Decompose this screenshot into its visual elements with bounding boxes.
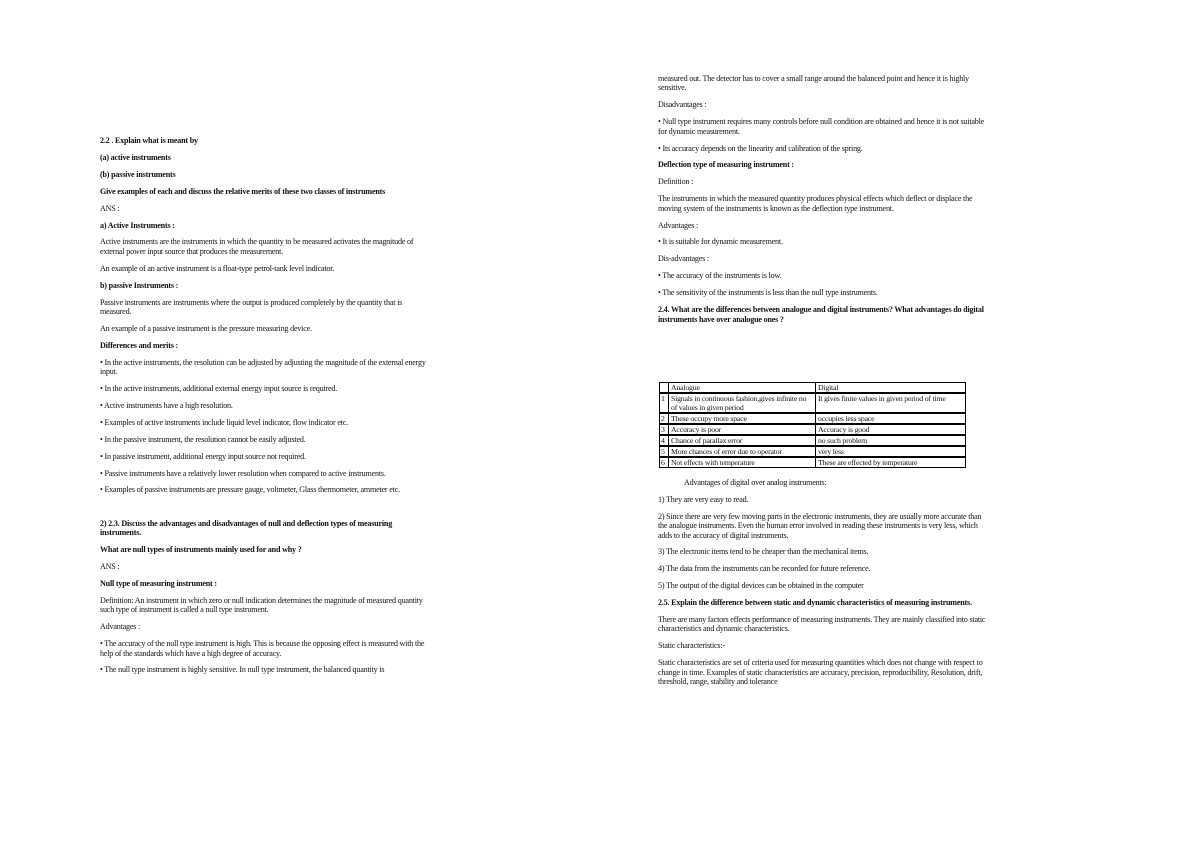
static-characteristics-text: Static characteristics are set of criteria used for measuring quantities which does not change with respect to change in time. Examples of static characteristics are accuracy, precision, reproducibility, Resolution, drift, threshold, range, stability and tolerance [658, 658, 983, 687]
list-item: • In passive instrument, additional energy input source not required. [100, 451, 306, 461]
null-type-definition: Definition: An instrument in which zero or null indication determines the magnitude of measured quantity such type of instrument is called a null type instrument. [100, 595, 423, 615]
table-cell: no such problem [816, 435, 966, 446]
question-2-5-heading: 2.5. Explain the difference between static and dynamic characteristics of measuring instruments. [658, 598, 972, 608]
table-cell: Signals in continuous fashion,gives infinite no of values in given period [669, 393, 816, 413]
right-column [658, 74, 992, 694]
list-item: • It is suitable for dynamic measurement. [658, 237, 783, 247]
differences-heading: Differences and merits : [100, 340, 178, 350]
question-2-4-heading: 2.4. What are the differences between analogue and digital instruments? What advantages do digital instruments have over analogue ones ? [658, 305, 984, 324]
table-cell: More chances of error due to operator [669, 446, 816, 457]
question-2-5-intro: There are many factors effects performance of measuring instruments. They are mainly classified into static characteristics and dynamic characteristics. [658, 615, 986, 634]
table-cell: 1 [660, 393, 669, 413]
table-cell: occupies less space [816, 413, 966, 424]
table-cell: 6 [660, 457, 669, 468]
answer-label: ANS : [100, 562, 120, 572]
table-row [660, 393, 966, 413]
table-cell [660, 382, 669, 393]
digital-advantages-heading: Advantages of digital over analog instruments: [684, 477, 827, 487]
list-item: • In the active instruments, additional external energy input source is required. [100, 384, 338, 393]
passive-instruments-definition: Passive instruments are instruments where the output is produced completely by the quantity that is measured. [100, 297, 403, 316]
list-item: • Passive instruments have a relatively lower resolution when compared to active instruments. [100, 468, 386, 478]
question-2-2-part-b: (b) passive instruments [100, 169, 176, 179]
list-item: 4) The data from the instruments can be recorded for future reference. [658, 564, 871, 574]
list-item: • The sensitivity of the instruments is less than the null type instruments. [658, 288, 878, 298]
list-item: • Its accuracy depends on the linearity and calibration of the spring. [658, 143, 863, 153]
list-item: 5) The output of the digital devices can be obtained in the computer [658, 581, 864, 591]
table-cell: 3 [660, 424, 669, 435]
table-cell: Accuracy is poor [669, 424, 816, 435]
active-instruments-definition: Active instruments are the instruments in which the quantity to be measured activates the magnitude of external power input source that produces the measurement. [100, 237, 414, 256]
list-item: 1) They are very easy to read. [658, 494, 749, 504]
question-2-3-subquestion: What are null types of instruments mainly used for and why ? [100, 545, 302, 555]
list-item: • The null type instrument is highly sensitive. In null type instrument, the balanced quantity is [100, 665, 385, 675]
question-2-2-heading: 2.2 . Explain what is meant by [100, 136, 198, 145]
table-cell: Accuracy is good [816, 424, 966, 435]
null-advantages-label: Advantages : [100, 622, 141, 632]
continued-text: measured out. The detector has to cover a small range around the balanced point and hence it is highly sensitive. [658, 74, 969, 93]
passive-instruments-example: An example of a passive instrument is the pressure measuring device. [100, 323, 312, 333]
table-cell: 4 [660, 435, 669, 446]
table-cell: It gives finite values in given period of time [816, 393, 966, 413]
deflection-type-heading: Deflection type of measuring instrument : [658, 160, 794, 170]
list-item: • In the passive instrument, the resolution cannot be easily adjusted. [100, 434, 306, 444]
table-header-analogue: Analogue [669, 382, 816, 393]
table-cell: 2 [660, 413, 669, 424]
table-cell: very less [816, 446, 966, 457]
table-row [660, 424, 966, 435]
question-2-2-part-a: (a) active instruments [100, 152, 171, 162]
table-cell: These occupy more space [669, 413, 816, 424]
deflection-advantages-label: Advantages : [658, 220, 699, 230]
table-row [660, 435, 966, 446]
list-item: • The accuracy of the null type instrument is high. This is because the opposing effect is measured with the help of the standards which have a high degree of accuracy. [100, 639, 425, 658]
table-row [660, 457, 966, 468]
list-item: • Examples of active instruments include liquid level indicator, flow indicator etc. [100, 417, 349, 427]
static-characteristics-label: Static characteristics:- [658, 641, 725, 651]
deflection-definition: The instruments in which the measured quantity produces physical effects which deflect or displace the moving system of the instruments is known as the deflection type instrument. [658, 194, 973, 213]
list-item: • Null type instrument requires many controls before null condition are obtained and hence it is not suitable for dynamic measurement. [658, 117, 985, 136]
comparison-table [659, 382, 966, 468]
table-row [660, 446, 966, 457]
list-item: • The accuracy of the instruments is low. [658, 271, 782, 281]
null-type-heading: Null type of measuring instrument : [100, 578, 217, 588]
list-item: • In the active instruments, the resolution can be adjusted by adjusting the magnitude of the external energy input. [100, 357, 426, 377]
list-item: 2) Since there are very few moving parts in the electronic instruments, they are usually more accurate than the analogue instruments. Even the human error involved in reading these instruments is very less, which adds to the accuracy of digital instruments. [658, 511, 982, 540]
table-row [660, 413, 966, 424]
table-cell: Chance of parallax error [669, 435, 816, 446]
list-item: • Examples of passive instruments are pressure gauge, voltmeter, Glass thermometer, ammeter etc. [100, 485, 400, 495]
list-item: • Active instruments have a high resolution. [100, 400, 233, 410]
table-cell: These are effected by temperature [816, 457, 966, 468]
active-instruments-example: An example of an active instrument is a float-type petrol-tank level indicator. [100, 263, 335, 273]
table-cell: 5 [660, 446, 669, 457]
table-header-row [660, 382, 966, 393]
deflection-disadvantages-label: Dis-advantages : [658, 254, 709, 264]
question-2-3-heading: 2) 2.3. Discuss the advantages and disadvantages of null and deflection types of measuring instruments. [100, 518, 393, 538]
table-header-digital: Digital [816, 382, 966, 393]
null-disadvantages-label: Disadvantages : [658, 100, 707, 110]
table-cell: Not effects with temperature [669, 457, 816, 468]
answer-label: ANS : [100, 203, 120, 213]
definition-label: Definition : [658, 177, 694, 187]
passive-instruments-heading: b) passive Instruments : [100, 280, 179, 290]
question-2-2-instruction: Give examples of each and discuss the relative merits of these two classes of instruments [100, 186, 386, 196]
active-instruments-heading: a) Active Instruments : [100, 220, 175, 230]
left-column [100, 136, 434, 682]
list-item: 3) The electronic items tend to be cheaper than the mechanical items. [658, 547, 869, 557]
